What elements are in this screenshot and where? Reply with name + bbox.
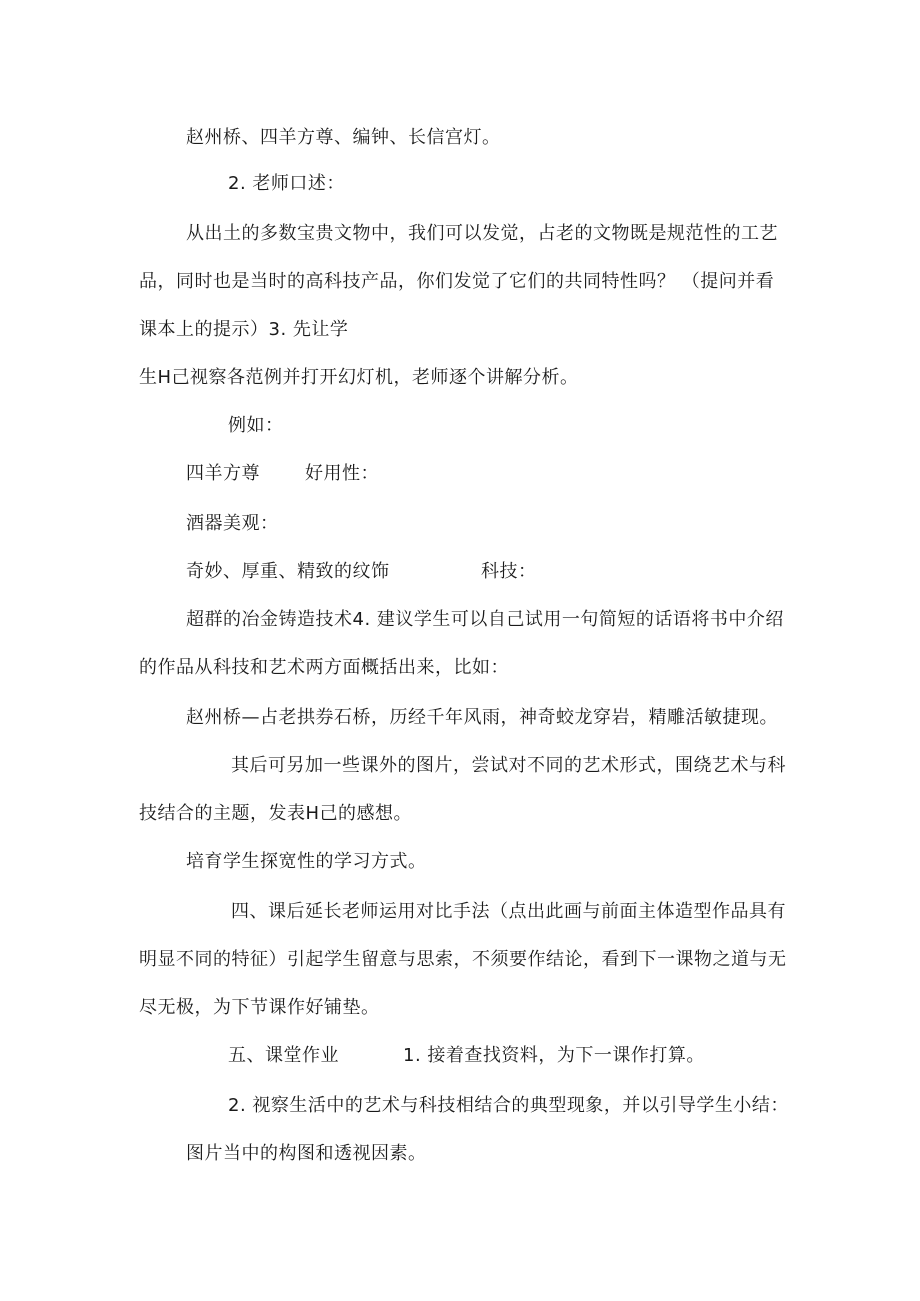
text-line: 从出土的多数宝贵文物中，我们可以发觉，占老的文物既是规范性的工艺 bbox=[186, 223, 778, 244]
text-line: 例如： bbox=[228, 415, 284, 436]
text-line: 五、课堂作业 bbox=[228, 1045, 339, 1066]
text-line: 品，同时也是当时的高科技产品，你们发觉了它们的共同特性吗？ （提问并看 bbox=[139, 271, 775, 292]
text-line: 赵州桥—占老拱券石桥，历经千年风雨，神奇蛟龙穿岩，精雕活敏捷现。 bbox=[186, 707, 778, 728]
text-line: 生H己视察各范例并打开幻灯机，老师逐个讲解分析。 bbox=[139, 367, 579, 388]
text-line: 技结合的主题，发表H己的感想。 bbox=[139, 803, 413, 824]
text-line: 赵州桥、四羊方尊、编钟、长信宫灯。 bbox=[186, 127, 501, 148]
text-line: 四羊方尊 bbox=[186, 463, 260, 484]
text-line: 培育学生探宽性的学习方式。 bbox=[186, 851, 427, 872]
text-line: 四、课后延长老师运用对比手法（点出此画与前面主体造型作品具有 bbox=[231, 901, 786, 922]
text-line: 1. 接着查找资料，为下一课作打算。 bbox=[403, 1045, 705, 1066]
text-line: 科技： bbox=[481, 561, 537, 582]
text-line: 超群的冶金铸造技术4. 建议学生可以自己试用一句简短的话语将书中介绍 bbox=[186, 609, 784, 630]
text-line: 酒器美观： bbox=[186, 513, 279, 534]
text-line: 课本上的提示）3. 先让学 bbox=[139, 319, 349, 340]
text-line: 奇妙、厚重、精致的纹饰 bbox=[186, 561, 390, 582]
text-line: 好用性： bbox=[305, 463, 379, 484]
text-line: 的作品从科技和艺术两方面概括出来，比如： bbox=[139, 657, 509, 678]
text-line: 明显不同的特征）引起学生留意与思索，不须要作结论，看到下一课物之道与无 bbox=[139, 949, 787, 970]
text-line: 2. 老师口述： bbox=[228, 173, 345, 194]
text-line: 其后可另加一些课外的图片，尝试对不同的艺术形式，围绕艺术与科 bbox=[231, 755, 786, 776]
text-line: 图片当中的构图和透视因素。 bbox=[186, 1143, 427, 1164]
text-line: 2. 视察生活中的艺术与科技相结合的典型现象，并以引导学生小结： bbox=[228, 1095, 789, 1116]
text-line: 尽无极，为下节课作好铺垫。 bbox=[139, 997, 380, 1018]
